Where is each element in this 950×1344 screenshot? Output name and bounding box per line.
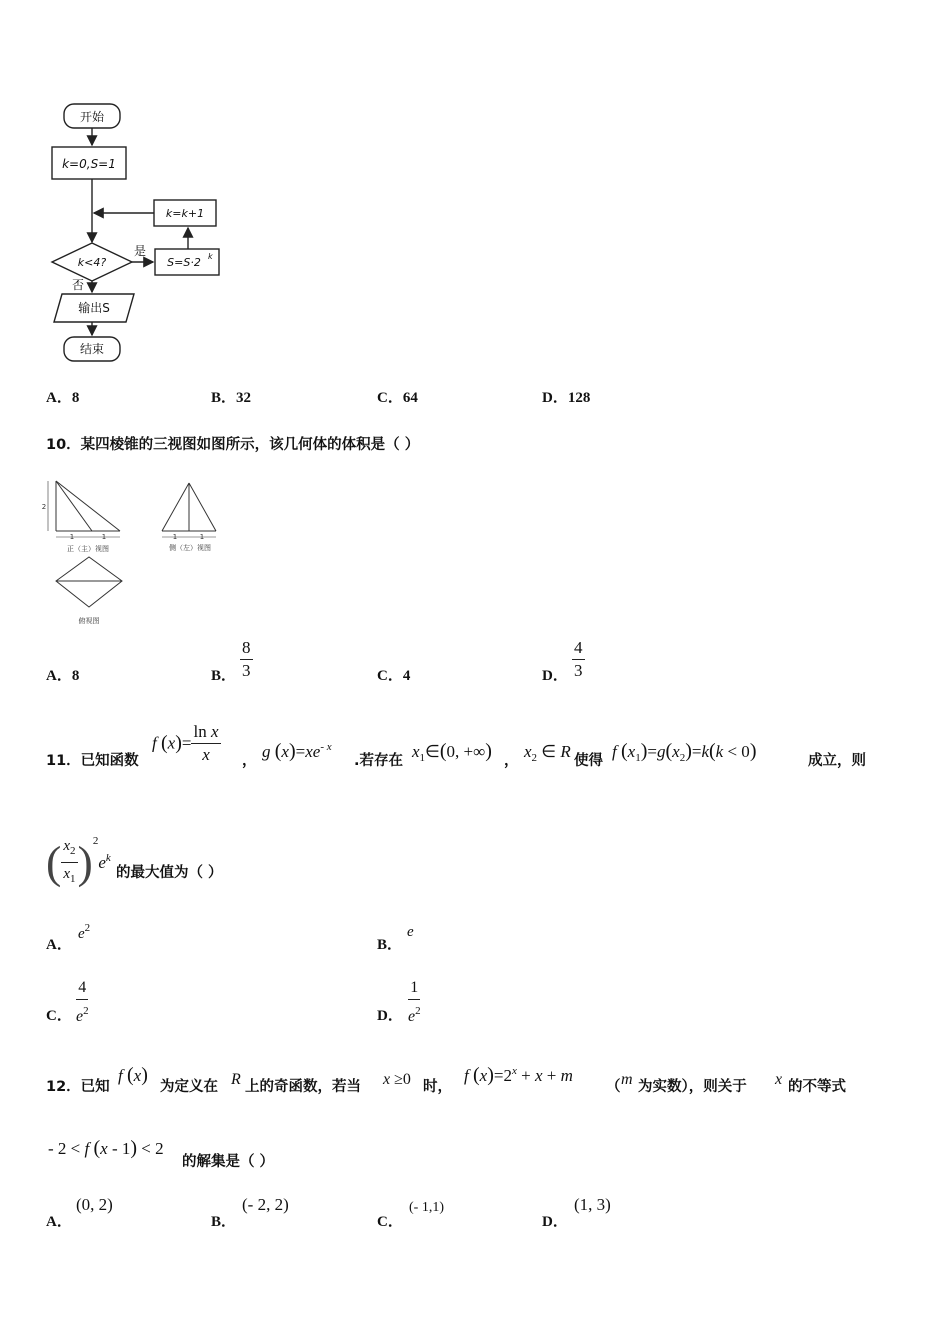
q12-option-c-expr: (- 1,1) (409, 1200, 444, 1215)
q12-option-c: C． (377, 1214, 403, 1230)
front-dim2-label: 1 (101, 533, 107, 541)
q12-m: m (621, 1071, 633, 1088)
q11-max-text: 的最大值为（ ） (116, 865, 223, 881)
q10-option-b-fraction: $\frac{8}{3}$ (242, 638, 251, 680)
q12-option-a: A． (46, 1214, 72, 1230)
q10-option-b: B． (211, 668, 237, 684)
flow-no-label: 否 (72, 278, 85, 292)
side-view-label: 侧（左）视图 (169, 544, 211, 552)
q12-text3: 时， (423, 1079, 452, 1095)
q11-x2-domain: $x_2$ ∈ R (524, 742, 571, 764)
q9-option-d: D．128 (542, 390, 591, 406)
q11-comma2: ， (504, 753, 519, 769)
q11-g-def: g $(x)=xe^{- x}$ (262, 740, 332, 762)
q12-text5: 为实数），则关于 (638, 1079, 747, 1095)
q11-option-b: B． (377, 937, 403, 953)
top-view-label: 俯视图 (78, 617, 100, 625)
q12-option-d: D． (542, 1214, 568, 1230)
q9-option-c: C．64 (377, 390, 418, 406)
q12-f-def: f $(x)=2^x + x + m$ (464, 1064, 573, 1086)
q12-option-b-expr: (- 2, 2) (242, 1195, 289, 1214)
three-view-figure (40, 475, 230, 630)
q12-condition: x ≥0 (383, 1071, 411, 1088)
q11-option-c: C． (46, 1008, 72, 1024)
q11-make-text: 使得 (574, 753, 603, 769)
q10-option-c: C．4 (377, 668, 411, 684)
q11-option-d: D． (377, 1008, 403, 1024)
q9-option-b: B．32 (211, 390, 252, 406)
q12-text1: 为定义在 (160, 1079, 218, 1095)
q11-option-a: A． (46, 937, 72, 953)
q11-option-a-expr: $e^2$ (78, 922, 91, 942)
q12-option-a-expr: (0, 2) (76, 1195, 113, 1214)
flow-assign-text: S=S·2 (167, 256, 201, 269)
q10-option-a: A．8 (46, 668, 80, 684)
q11-exist-text: .若存在 (354, 753, 404, 769)
q10-option-d: D． (542, 668, 568, 684)
side-dim2-label: 1 (199, 533, 205, 541)
q12-option-b: B． (211, 1214, 237, 1230)
q10-stem: 10．某四棱锥的三视图如图所示，该几何体的体积是（ ） (46, 437, 420, 453)
q11-option-c-fraction: $\frac{4}{e^2}$ (76, 979, 89, 1025)
front-dim1-label: 1 (69, 533, 75, 541)
q11-equation: f $(x_1)=g(x_2)=k(k < 0)$ (612, 740, 757, 764)
flow-assign-sup: k (208, 252, 213, 261)
flow-init-text: k=0,S=1 (62, 157, 116, 171)
q12-R: R (231, 1071, 241, 1088)
q11-comma: ， (242, 753, 257, 769)
q11-prefix: 11．已知函数 (46, 753, 139, 769)
side-dim1-label: 1 (172, 533, 178, 541)
q11-option-b-expr: e (407, 924, 414, 940)
q12-option-d-expr: (1, 3) (574, 1195, 611, 1214)
q12-text4: （ (606, 1079, 621, 1095)
flowchart (40, 95, 240, 370)
front-view-label: 正（主）视图 (67, 545, 109, 553)
flow-end-text: 结束 (79, 342, 105, 356)
q12-text6: 的不等式 (788, 1079, 846, 1095)
q12-inequality: - 2 < f (x - 1) < 2 (48, 1137, 164, 1159)
flow-output-text: 输出S (78, 301, 110, 315)
q12-f: f (x) (118, 1064, 148, 1086)
q12-x: x (775, 1071, 783, 1088)
q10-option-d-fraction: $\frac{4}{3}$ (574, 638, 583, 680)
flow-condition-text: k<4? (77, 256, 107, 269)
q11-option-d-fraction: $\frac{1}{e^2}$ (408, 979, 421, 1025)
q11-hold-text: 成立，则 (808, 753, 866, 769)
front-height-label: 2 (41, 503, 47, 511)
flow-start-text: 开始 (79, 110, 105, 124)
q12-text2: 上的奇函数，若当 (245, 1079, 361, 1095)
q11-x1-domain: $x_1\in(0$, +∞) (412, 740, 492, 764)
q12-prefix: 12．已知 (46, 1079, 110, 1095)
q9-option-a: A．8 (46, 390, 80, 406)
q11-f-def: f (x)= $\frac{\text{ln x}}{x}$ (152, 722, 219, 764)
flow-yes-label: 是 (134, 244, 147, 258)
flow-increment-text: k=k+1 (165, 207, 205, 220)
q12-text7: 的解集是（ ） (182, 1154, 275, 1170)
q11-max-expression: ( $\frac{x_2}{x_1}$ )$^2e^k$ (46, 835, 111, 888)
